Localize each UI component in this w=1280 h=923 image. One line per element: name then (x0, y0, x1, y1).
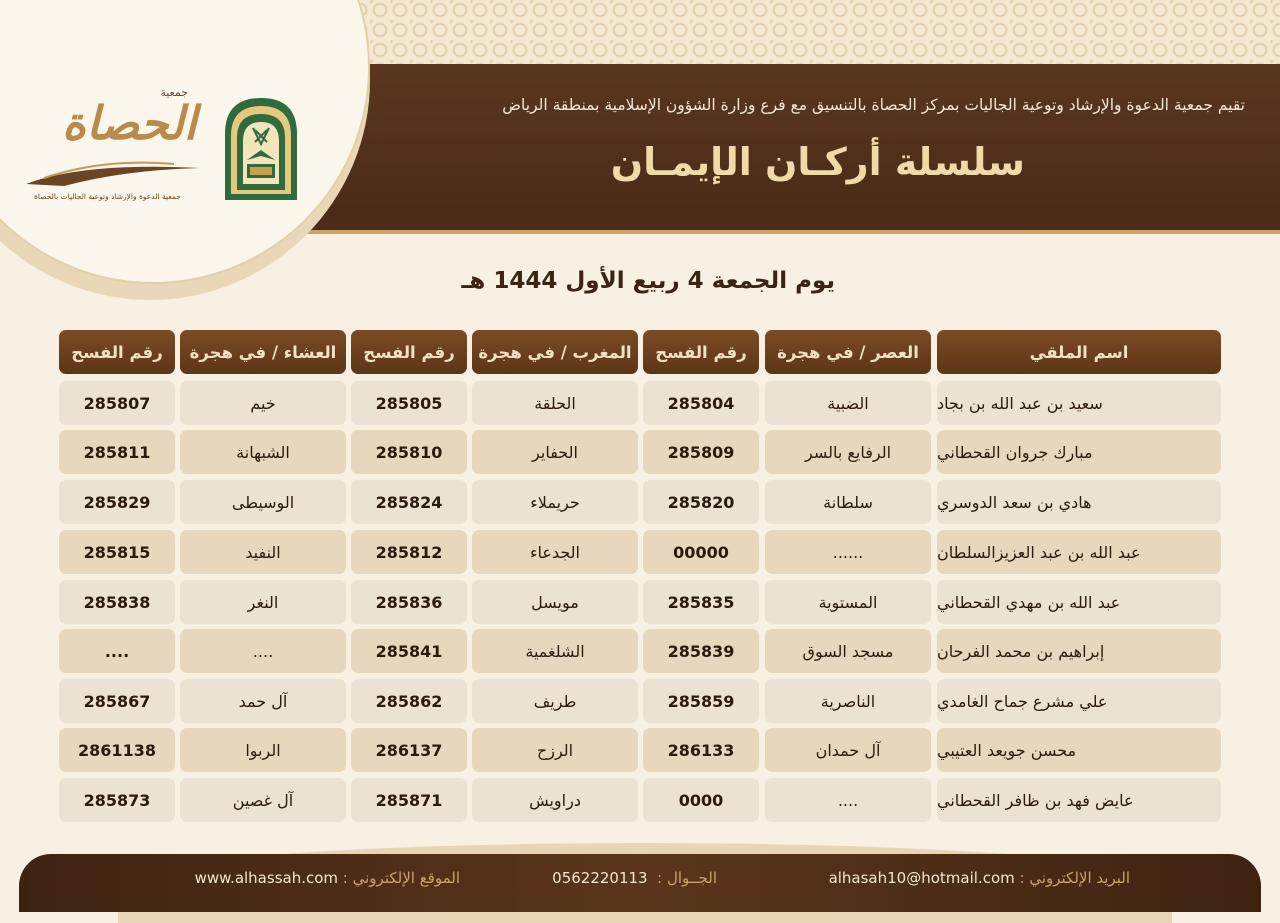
isha-location: آل حمد (180, 679, 346, 723)
maghrib-permit: 285824 (351, 480, 467, 524)
speaker-name: علي مشرع جماح الغامدي (937, 679, 1221, 723)
series-title: سلسلة أركـان الإيمـان (610, 140, 1025, 184)
asr-permit: 00000 (643, 530, 759, 574)
header-pattern (330, 0, 1280, 70)
asr-location: الضبية (765, 381, 931, 425)
maghrib-permit: 285871 (351, 778, 467, 822)
asr-location: .... (765, 778, 931, 822)
table-row (59, 778, 1221, 822)
maghrib-location: الجدعاء (472, 530, 638, 574)
ministry-emblem-icon (219, 94, 303, 202)
table-row (59, 480, 1221, 524)
table-row (59, 679, 1221, 723)
event-date: يوم الجمعة 4 ربيع الأول 1444 هـ (461, 268, 835, 294)
speaker-name: عايض فهد بن ظافر القحطاني (937, 778, 1221, 822)
speaker-name: محسن جويعد العتيبي (937, 728, 1221, 772)
asr-location: الناصرية (765, 679, 931, 723)
header-permit: رقم الفسح (351, 330, 467, 374)
maghrib-permit: 285836 (351, 580, 467, 624)
maghrib-location: طريف (472, 679, 638, 723)
hassah-logo-top: جمعية (160, 86, 188, 99)
asr-permit: 0000 (643, 778, 759, 822)
asr-permit: 286133 (643, 728, 759, 772)
maghrib-permit: 285812 (351, 530, 467, 574)
asr-permit: 285809 (643, 430, 759, 474)
speaker-name: عبد الله بن مهدي القحطاني (937, 580, 1221, 624)
maghrib-location: مويسل (472, 580, 638, 624)
speaker-name: هادي بن سعد الدوسري (937, 480, 1221, 524)
header-permit: رقم الفسح (643, 330, 759, 374)
isha-permit: 285811 (59, 430, 175, 474)
isha-permit: 285815 (59, 530, 175, 574)
maghrib-location: حريملاء (472, 480, 638, 524)
maghrib-permit: 285810 (351, 430, 467, 474)
maghrib-permit: 285841 (351, 629, 467, 673)
isha-location: النغر (180, 580, 346, 624)
asr-permit: 285820 (643, 480, 759, 524)
email-link[interactable]: alhasah10@hotmail.com (828, 869, 1015, 887)
isha-permit: 2861138 (59, 728, 175, 772)
footer-mobile (552, 869, 717, 887)
asr-permit: 285859 (643, 679, 759, 723)
maghrib-location: دراويش (472, 778, 638, 822)
maghrib-location: الرزح (472, 728, 638, 772)
isha-location: خيم (180, 381, 346, 425)
speaker-name: سعيد بن عبد الله بن بجاد (937, 381, 1221, 425)
asr-location: مسجد السوق (765, 629, 931, 673)
maghrib-location: الحفاير (472, 430, 638, 474)
table-row (59, 728, 1221, 772)
maghrib-location: الشلغمية (472, 629, 638, 673)
footer-email (829, 869, 1130, 887)
banner-divider (300, 230, 1280, 234)
speaker-name: عبد الله بن عبد العزيزالسلطان (937, 530, 1221, 574)
maghrib-permit: 285805 (351, 381, 467, 425)
maghrib-location: الحلقة (472, 381, 638, 425)
table-row (59, 430, 1221, 474)
header-speaker: اسم الملقي (937, 330, 1221, 374)
asr-location: المستوية (765, 580, 931, 624)
header-isha: العشاء / في هجرة (180, 330, 346, 374)
speaker-name: إبراهيم بن محمد الفرحان (937, 629, 1221, 673)
maghrib-permit: 286137 (351, 728, 467, 772)
isha-permit: 285873 (59, 778, 175, 822)
asr-location: الرفايع بالسر (765, 430, 931, 474)
email-label: البريد الإلكتروني : (1019, 869, 1130, 887)
isha-permit: 285867 (59, 679, 175, 723)
isha-permit: 285829 (59, 480, 175, 524)
header-permit: رقم الفسح (59, 330, 175, 374)
hassah-logo (24, 86, 204, 204)
website-label: الموقع الإلكتروني : (342, 869, 460, 887)
table-row (59, 530, 1221, 574)
asr-location: آل حمدان (765, 728, 931, 772)
isha-permit: .... (59, 629, 175, 673)
hassah-swoosh-icon (24, 156, 204, 190)
table-row (59, 629, 1221, 673)
speaker-name: مبارك جروان القحطاني (937, 430, 1221, 474)
asr-permit: 285804 (643, 381, 759, 425)
asr-location: ...... (765, 530, 931, 574)
asr-permit: 285839 (643, 629, 759, 673)
maghrib-permit: 285862 (351, 679, 467, 723)
isha-permit: 285807 (59, 381, 175, 425)
mobile-label: الجــوال : (657, 869, 717, 887)
isha-location: آل غصين (180, 778, 346, 822)
mobile-number[interactable]: 0562220113 (552, 869, 648, 887)
isha-location: .... (180, 629, 346, 673)
asr-location: سلطانة (765, 480, 931, 524)
intro-text: تقيم جمعية الدعوة والإرشاد وتوعية الجاليات بمركز الحصاة بالتنسيق مع فرع وزارة الشؤون الإسلامية بمنطقة الرياض (502, 96, 1245, 114)
header-asr: العصر / في هجرة (765, 330, 931, 374)
isha-location: الربوا (180, 728, 346, 772)
header-maghrib: المغرب / في هجرة (472, 330, 638, 374)
isha-location: النفيد (180, 530, 346, 574)
footer-website (195, 869, 460, 887)
isha-location: الشبهانة (180, 430, 346, 474)
hassah-logo-subtitle: جمعية الدعوة والإرشاد وتوعية الجاليات بالحصاة (34, 192, 181, 201)
hassah-logo-main: الحصاة (62, 96, 197, 150)
asr-permit: 285835 (643, 580, 759, 624)
isha-location: الوسيطى (180, 480, 346, 524)
table-row (59, 381, 1221, 425)
table-row (59, 580, 1221, 624)
isha-permit: 285838 (59, 580, 175, 624)
table-header-row (59, 330, 1221, 374)
website-link[interactable]: www.alhassah.com (194, 869, 339, 887)
